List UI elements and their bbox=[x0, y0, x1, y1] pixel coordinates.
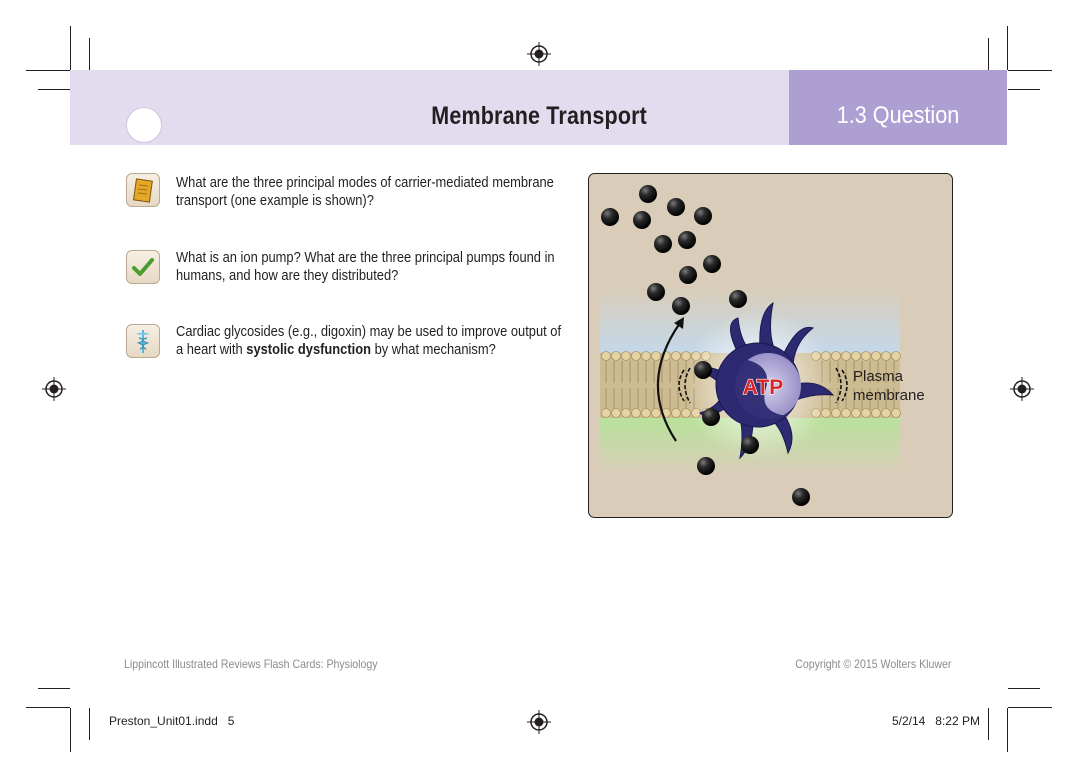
registration-mark-icon bbox=[1010, 377, 1034, 401]
section-tab bbox=[789, 70, 1007, 145]
crop-mark bbox=[38, 688, 70, 689]
footer-copyright: Copyright © 2015 Wolters Kluwer bbox=[794, 657, 951, 671]
crop-mark bbox=[89, 38, 90, 70]
slug-datetime: 5/2/14 8:22 PM bbox=[891, 714, 980, 728]
crop-mark bbox=[26, 70, 70, 71]
membrane-label-line2: membrane bbox=[853, 387, 925, 404]
crop-mark bbox=[70, 708, 71, 752]
crop-mark bbox=[1008, 89, 1040, 90]
crop-mark bbox=[26, 707, 70, 708]
crop-mark bbox=[70, 26, 71, 70]
question-text-1: What are the three principal modes of carrier-mediated membrane transport (one example is shown)? bbox=[176, 174, 554, 209]
crop-mark bbox=[38, 89, 70, 90]
membrane-transport-figure bbox=[588, 173, 953, 518]
slug-filename: Preston_Unit01.indd 5 bbox=[109, 714, 235, 728]
crop-mark bbox=[1008, 688, 1040, 689]
crop-mark bbox=[1008, 70, 1052, 71]
registration-mark-icon bbox=[527, 42, 551, 66]
crop-mark bbox=[1007, 26, 1008, 70]
question-text-3-emphasis: systolic dysfunction bbox=[246, 341, 372, 358]
crop-mark bbox=[988, 708, 989, 740]
caduceus-icon bbox=[126, 324, 160, 358]
crop-mark bbox=[89, 708, 90, 740]
membrane-label-line1: Plasma bbox=[853, 368, 904, 385]
crop-mark bbox=[988, 38, 989, 70]
section-tab-label: 1.3 Question bbox=[836, 102, 960, 129]
registration-mark-icon bbox=[527, 710, 551, 734]
page-title: Membrane Transport bbox=[431, 102, 648, 130]
footer-book-title: Lippincott Illustrated Reviews Flash Cards: Physiology bbox=[124, 657, 378, 671]
question-text-3 bbox=[176, 323, 572, 359]
checkmark-icon bbox=[126, 250, 160, 284]
question-text-2: What is an ion pump? What are the three principal pumps found in humans, and how are they distributed? bbox=[176, 249, 555, 284]
card-icon bbox=[126, 173, 160, 207]
registration-mark-icon bbox=[42, 377, 66, 401]
atp-label: ATP bbox=[742, 376, 784, 399]
crop-mark bbox=[1007, 708, 1008, 752]
question-text-3-part-b: by what mechanism? bbox=[371, 341, 496, 358]
question-text-3-part-a: Cardiac glycosides (e.g., digoxin) may be used to improve output of a heart with bbox=[176, 323, 562, 358]
crop-mark bbox=[1008, 707, 1052, 708]
